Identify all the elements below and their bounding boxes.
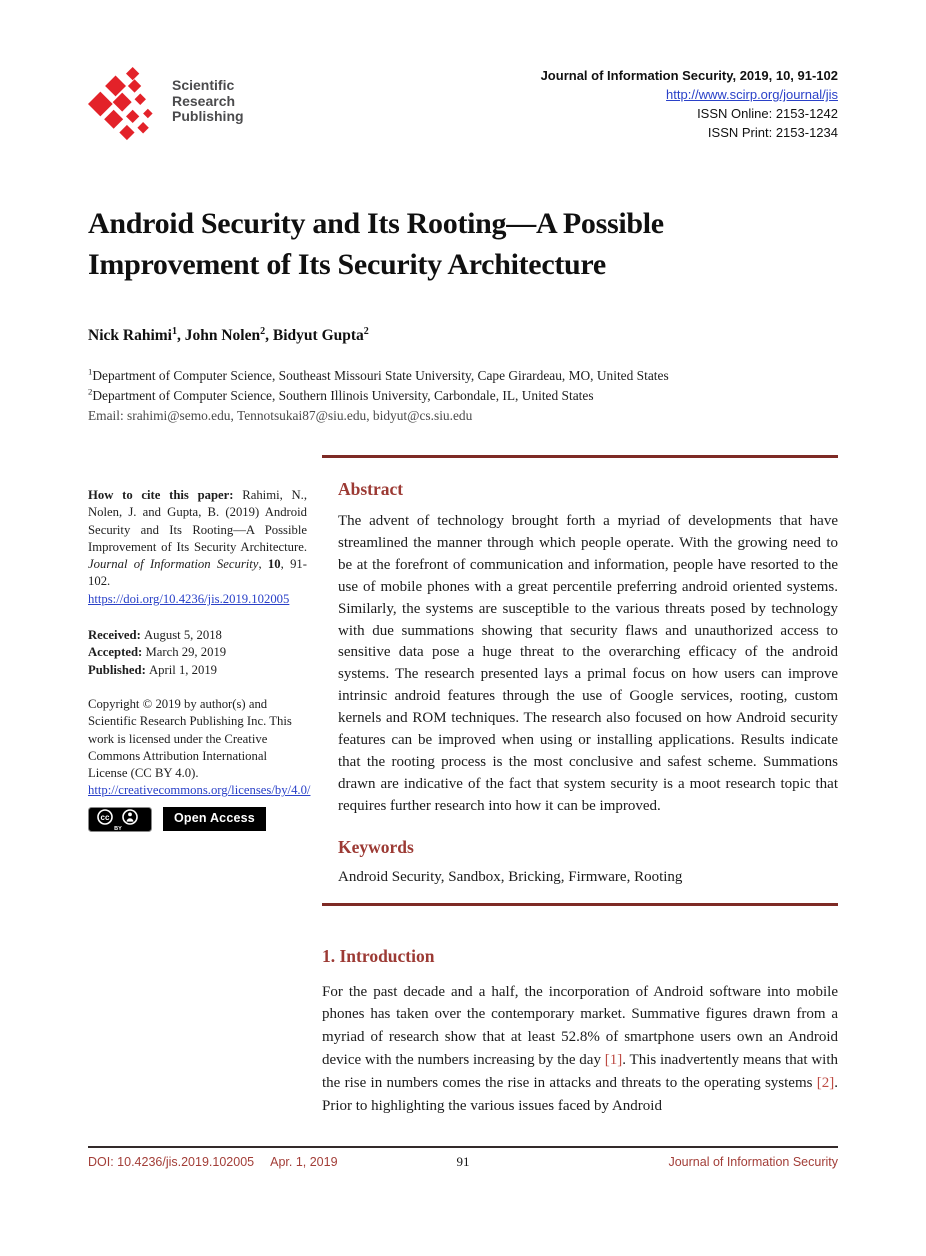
footer-rule — [88, 1146, 838, 1148]
abstract-text: The advent of technology brought forth a myriad of developments that have streamlined the manner through which people operate. With the growing need to be at the forefront of communication and information, people have resorted to the use of mobile phones with a great percentile preferring android oriented systems. Similarly, the systems are susceptible to the various threats posed by technology with due summations showing that security flaws and unauthorized access to sensitive data pose a huge threat to the overarching efficacy of the android systems. The research presented lays a primal focus on how users can improve intrinsic android features through the use of Google services, rooting, custom kernels and ROM techniques. The research also focused on how Android security features can be improved when using or installing applications. Results indicate that the rooting process is the most conclusive and safest scheme. Summations drawn are indicative of the fact that system security is a moot research topic that requires further research into how it can be improved. — [338, 513, 838, 814]
scirp-diamonds-icon — [88, 66, 164, 142]
email-line: Email: srahimi@semo.edu, Tennotsukai87@siu.edu, bidyut@cs.siu.edu — [88, 408, 473, 423]
cc-license-link[interactable]: http://creativecommons.org/licenses/by/4.0/ — [88, 783, 311, 798]
abstract-section — [322, 479, 838, 886]
footer-left — [88, 1155, 457, 1169]
how-to-cite: How to cite this paper: Rahimi, N., Nolen, J. and Gupta, B. (2019) Android Security and Its Rooting—A Possible Improvement of Its Security Architecture. Journal of Information Security, 10, 91-102. — [88, 488, 307, 589]
footer-journal-name: Journal of Information Security — [668, 1155, 838, 1169]
article-dates — [88, 627, 307, 679]
page-number: 91 — [456, 1154, 470, 1169]
license-badges — [88, 807, 307, 832]
article-info-sidebar — [88, 487, 311, 832]
svg-text:BY: BY — [114, 825, 122, 832]
top-divider-rule — [322, 455, 838, 458]
issn-print: ISSN Print: 2153-1234 — [707, 125, 838, 140]
page-header — [88, 66, 838, 142]
cc-by-badge-icon[interactable] — [88, 807, 152, 832]
main-column — [322, 455, 838, 1117]
accepted-date: Accepted: March 29, 2019 — [88, 645, 227, 660]
published-date: Published: April 1, 2019 — [88, 662, 218, 677]
copyright-notice: Copyright © 2019 by author(s) and Scientific Research Publishing Inc. This work is licensed under the Creative Commons Attribution International License (CC BY 4.0). — [88, 696, 292, 781]
open-access-badge[interactable]: Open Access — [163, 807, 266, 831]
affiliations-block — [88, 366, 808, 426]
keywords-heading: Keywords — [338, 836, 414, 857]
svg-text:cc: cc — [100, 812, 110, 822]
publisher-name: Scientific Research Publishing — [172, 77, 244, 124]
abstract-heading: Abstract — [338, 479, 404, 499]
journal-citation-line: Journal of Information Security, 2019, 10, 91-102 — [540, 68, 838, 83]
journal-url-link[interactable]: http://www.scirp.org/journal/jis — [666, 87, 838, 102]
introduction-text: For the past decade and a half, the incorporation of Android software into mobile phones has taken over the contemporary market. Summative figures drawn from a myriad of research show that at least 52.8% of smartphone users own an Android device with the numbers increasing by the day [1]. This inadvertently means that with the rise in numbers comes the rise in attacks and threats to the operating systems [2]. Prior to highlighting the various issues faced by Android — [322, 983, 838, 1114]
doi-link[interactable]: https://doi.org/10.4236/jis.2019.102005 — [88, 591, 290, 606]
introduction-heading: 1. Introduction — [322, 945, 435, 966]
issn-online: ISSN Online: 2153-1242 — [697, 106, 838, 121]
bottom-divider-rule — [322, 903, 838, 906]
publisher-logo — [88, 66, 244, 142]
paper-title: Android Security and Its Rooting—A Possible Improvement of Its Security Architecture — [88, 207, 664, 281]
footer-doi: DOI: 10.4236/jis.2019.102005 — [88, 1155, 255, 1169]
affiliation-2: $^2$Department of Computer Science, Southern Illinois University, Carbondale, IL, United States — [88, 386, 594, 403]
affiliation-1: $^1$Department of Computer Science, Southeast Missouri State University, Cape Girardeau, MO, United States — [88, 366, 669, 383]
page-footer — [88, 1154, 838, 1170]
keywords-text: Android Security, Sandbox, Bricking, Firmware, Rooting — [338, 868, 683, 885]
journal-info — [541, 66, 838, 142]
authors-line: Nick Rahimi$^1$, John Nolen$^2$, Bidyut Gupta$^2$ — [88, 325, 369, 344]
footer-date: Apr. 1, 2019 — [270, 1155, 338, 1169]
received-date: Received: August 5, 2018 — [88, 628, 222, 643]
